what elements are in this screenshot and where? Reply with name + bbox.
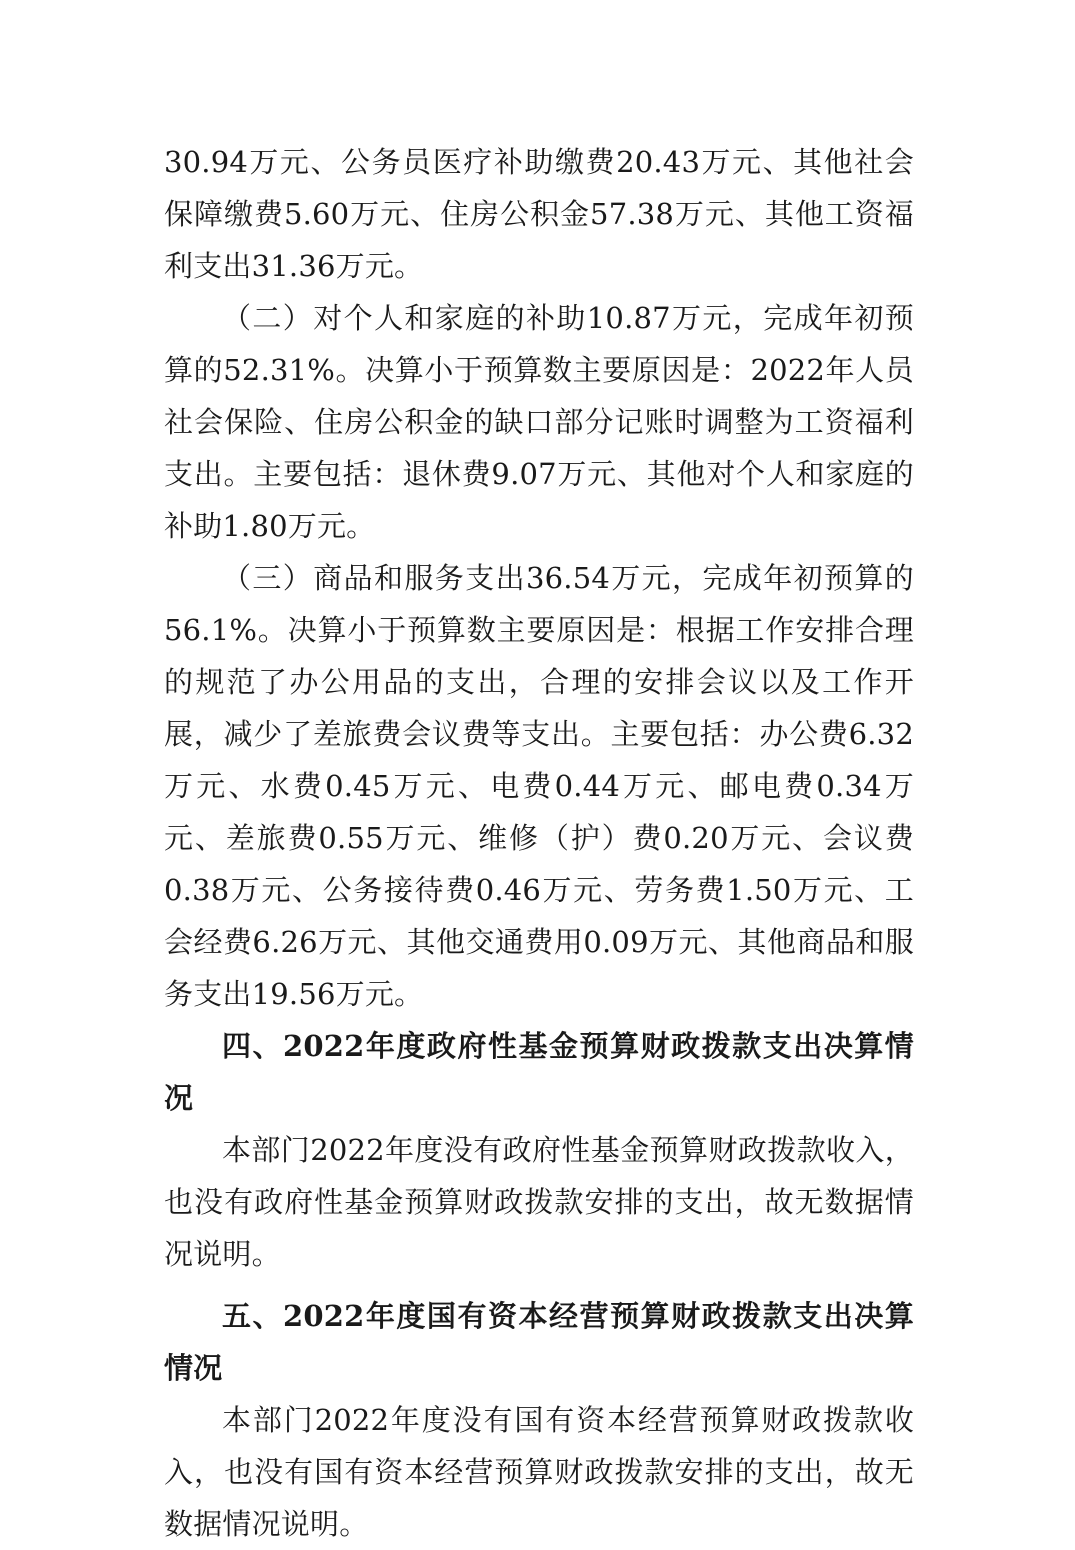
heading-section-5: 五、2022年度国有资本经营预算财政拨款支出决算情况	[164, 1299, 914, 1385]
paragraph-section-3: （三）商品和服务支出36.54万元，完成年初预算的56.1%。决算小于预算数主要原因是：根据工作安排合理的规范了办公用品的支出，合理的安排会议以及工作开展，减少了差旅费会议费等支出。主要包括：办公费6.32万元、水费0.45万元、电费0.44万元、邮电费0.34万元、差旅费0.55万元、维修（护）费0.20万元、会议费0.38万元、公务接待费0.46万元、劳务费1.50万元、工会经费6.26万元、其他交通费用0.09万元、其他商品和服务支出19.56万元。	[164, 561, 914, 1011]
paragraph-section-2: （二）对个人和家庭的补助10.87万元，完成年初预算的52.31%。决算小于预算数主要原因是：2022年人员社会保险、住房公积金的缺口部分记账时调整为工资福利支出。主要包括：退休费9.07万元、其他对个人和家庭的补助1.80万元。	[164, 301, 914, 543]
paragraph-section-4: 本部门2022年度没有政府性基金预算财政拨款收入，也没有政府性基金预算财政拨款安排的支出，故无数据情况说明。	[164, 1133, 914, 1271]
body-text	[164, 136, 914, 1550]
heading-section-4: 四、2022年度政府性基金预算财政拨款支出决算情况	[164, 1029, 914, 1115]
paragraph-section-5: 本部门2022年度没有国有资本经营预算财政拨款收入，也没有国有资本经营预算财政拨款安排的支出，故无数据情况说明。	[164, 1403, 914, 1541]
paragraph-continuation: 30.94万元、公务员医疗补助缴费20.43万元、其他社会保障缴费5.60万元、住房公积金57.38万元、其他工资福利支出31.36万元。	[164, 145, 914, 283]
